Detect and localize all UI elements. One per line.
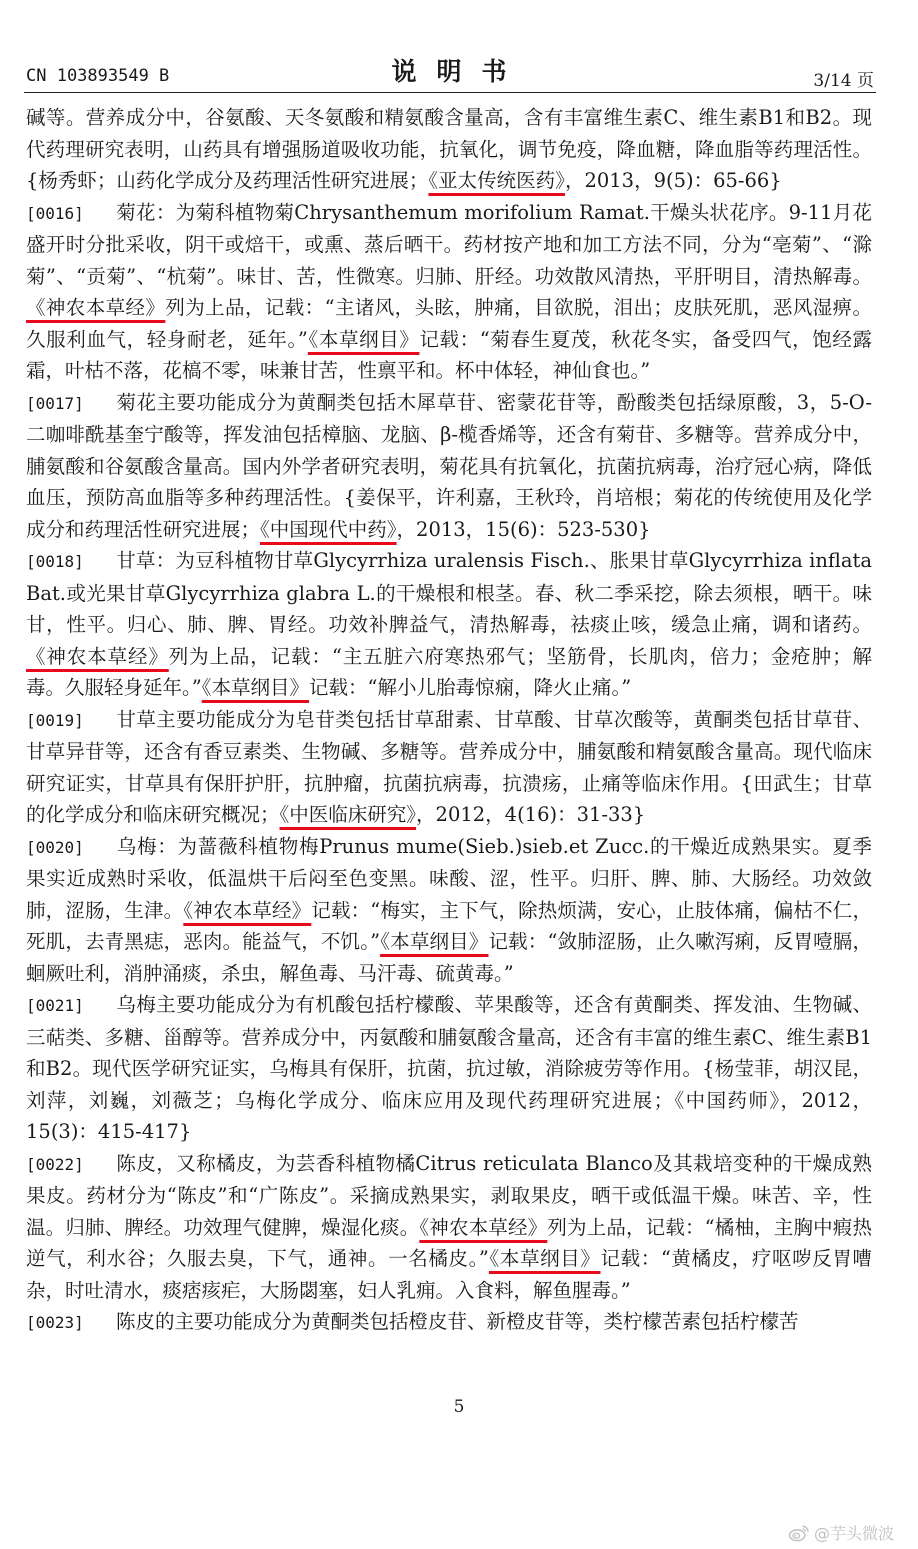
underlined-citation: 《神农本草经》 [26, 296, 166, 319]
paragraph-number: [0019] [26, 710, 84, 730]
underlined-citation: 《本草纲目》 [307, 327, 420, 351]
paragraph-number: [0022] [26, 1154, 84, 1174]
paragraph [26, 197, 872, 387]
paragraph-number: [0016] [26, 203, 84, 223]
paragraph [26, 831, 872, 990]
watermark-text: @芋头微波 [813, 1524, 894, 1543]
paragraph-text: 记载：“黄橘皮，疗呕哕反胃嘈杂，时吐清水，痰痞痎疟，大肠閟塞，妇人乳痈。入食料，解鱼腥毒。” [26, 1247, 872, 1302]
paragraph-text: 列为上品，记载：“主诸风，头眩，肿痛，目欲脱，泪出；皮肤死肌，恶风湿痹。久服利血气，轻身耐老，延年。” [26, 296, 872, 351]
document-title: 说明书 [391, 57, 527, 86]
paragraph-text: ，2013，9(5)：65-66} [564, 169, 782, 192]
paragraph-text: 乌梅主要功能成分为有机酸包括柠檬酸、苹果酸等，还含有黄酮类、挥发油、生物碱、三萜类、多糖、甾醇等。营养成分中，丙氨酸和脯氨酸含量高，还含有丰富的维生素C、维生素B1和B2。现代医学研究证实，乌梅具有保肝，抗菌，抗过敏，消除疲劳等作用。{杨莹菲，胡汉昆，刘萍，刘巍，刘薇芝；乌梅化学成分、临床应用及现代药理研究进展；《中国药师》，2012，15(3)：415-417} [26, 993, 872, 1143]
paragraph-text: 菊花：为菊科植物菊Chrysanthemum morifolium Ramat.干燥头状花序。9-11月花盛开时分批采收，阴干或焙干，或熏、蒸后晒干。药材按产地和加工方法不同，分为“亳菊”、“滁菊”、“贡菊”、“杭菊”。味甘、苦，性微寒。归肺、肝经。功效散风清热，平肝明目，清热解毒。 [26, 200, 872, 288]
paragraph-number: [0020] [26, 837, 84, 857]
paragraph-text: 记载：“菊春生夏茂，秋花冬实，备受四气，饱经露霜，叶枯不落，花槁不零，味兼甘苦，性禀平和。杯中体轻，神仙食也。” [26, 327, 872, 382]
patent-number: CN 103893549 B [26, 66, 170, 86]
paragraph-number: [0021] [26, 996, 84, 1015]
paragraph-number: [0018] [26, 552, 84, 571]
paragraph-text: ，2012，4(16)：31-33} [416, 803, 646, 826]
page-indicator: 3/14 页 [813, 71, 874, 91]
paragraph-text: 陈皮，又称橘皮，为芸香科植物橘Citrus reticulata Blanco及其栽培变种的干燥成熟果皮。药材分为“陈皮”和“广陈皮”。采摘成熟果实，剥取果皮，晒干或低温干燥。味苦、辛，性温。归肺、脾经。功效理气健脾，燥湿化痰。 [26, 1151, 872, 1239]
paragraph [26, 1306, 872, 1339]
document-body [26, 102, 872, 1339]
underlined-citation: 《神农本草经》 [183, 898, 312, 922]
paragraph [26, 989, 872, 1148]
page-header [0, 0, 918, 96]
paragraph-text: 甘草主要功能成分为皂苷类包括甘草甜素、甘草酸、甘草次酸等，黄酮类包括甘草苷、甘草异苷等，还含有香豆素类、生物碱、多糖等。营养成分中，脯氨酸和精氨酸含量高。现代临床研究证实，甘草具有保肝护肝，抗肿瘤，抗菌抗病毒，抗溃疡，止痛等临床作用。{田武生；甘草的化学成分和临床研究概况； [26, 707, 872, 826]
paragraph-text: 记载：“解小儿胎毒惊痫，降火止痛。” [309, 676, 632, 699]
paragraph-text: ，2013，15(6)：523-530} [396, 517, 651, 541]
weibo-logo-icon [788, 1524, 810, 1542]
underlined-citation: 《神农本草经》 [26, 644, 169, 668]
paragraph [26, 1148, 872, 1307]
paragraph-text: 菊花主要功能成分为黄酮类包括木犀草苷、密蒙花苷等，酚酸类包括绿原酸，3，5-O-二咖啡酰基奎宁酸等，挥发油包括樟脑、龙脑、β-榄香烯等，还含有菊苷、多糖等。营养成分中，脯氨酸和谷氨酸含量高。国内外学者研究表明，菊花具有抗氧化，抗菌抗病毒，治疗冠心病，降低血压，预防高血脂等多种药理活性。{姜保平，许利嘉，王秋玲，肖培根；菊花的传统使用及化学成分和药理活性研究进展； [26, 390, 872, 541]
paragraph [26, 704, 872, 831]
paragraph-text: 乌梅：为蔷薇科植物梅Prunus mume(Sieb.)sieb.et Zucc.的干燥近成熟果实。夏季果实近成熟时采收，低温烘干后闷至色变黑。味酸、涩，性平。归肝、脾、肺、大肠经。功效敛肺，涩肠，生津。 [26, 834, 872, 922]
underlined-citation: 《神农本草经》 [419, 1215, 548, 1239]
paragraph-text: 碱等。营养成分中，谷氨酸、天冬氨酸和精氨酸含量高，含有丰富维生素C、维生素B1和B2。现代药理研究表明，山药具有增强肠道吸收功能，抗氧化，调节免疫，降血糖，降血脂等药理活性。{杨秀虾；山药化学成分及药理活性研究进展； [26, 106, 872, 192]
underlined-citation: 《本草纲目》 [380, 930, 489, 953]
paragraph-text: 记载：“梅实，主下气，除热烦满，安心，止肢体痛，偏枯不仁，死肌，去青黑痣，恶肉。能益气，不饥。” [26, 898, 872, 953]
underlined-citation: 《亚太传统医药》 [428, 169, 565, 192]
header-rule [24, 92, 876, 93]
paragraph-number: [0017] [26, 393, 84, 413]
paragraph-text: 列为上品，记载：“主五脏六府寒热邪气；坚筋骨，长肌肉，倍力；金疮肿；解毒。久服轻身延年。” [26, 644, 872, 699]
paragraph-text: 列为上品，记载：“橘柚，主胸中瘕热逆气，利水谷；久服去臭，下气，通神。一名橘皮。” [26, 1215, 872, 1270]
paragraph [26, 387, 872, 546]
underlined-citation: 《本草纲目》 [201, 676, 309, 699]
paragraph-text: 陈皮的主要功能成分为黄酮类包括橙皮苷、新橙皮苷等，类柠檬苦素包括柠檬苦 [116, 1310, 799, 1333]
paragraph [26, 545, 872, 704]
page-number: 5 [453, 1397, 465, 1417]
underlined-citation: 《本草纲目》 [488, 1247, 601, 1270]
paragraph-number: [0023] [26, 1313, 84, 1332]
paragraph-text: 记载：“敛肺涩肠，止久嗽泻痢，反胃噎膈，蛔厥吐利，消肿涌痰，杀虫，解鱼毒、马汗毒、硫黄毒。” [26, 930, 872, 985]
paragraph [26, 102, 872, 197]
underlined-citation: 《中国现代中药》 [260, 517, 397, 541]
watermark [788, 1521, 894, 1544]
paragraph-text: 甘草：为豆科植物甘草Glycyrrhiza uralensis Fisch.、胀果甘草Glycyrrhiza inflata Bat.或光果甘草Glycyrrhiza glabra L.的干燥根和根茎。春、秋二季采挖，除去须根，晒干。味甘，性平。归心、肺、脾、胃经。功效补脾益气，清热解毒，祛痰止咳，缓急止痛，调和诸药。 [26, 549, 872, 636]
underlined-citation: 《中医临床研究》 [279, 803, 417, 826]
